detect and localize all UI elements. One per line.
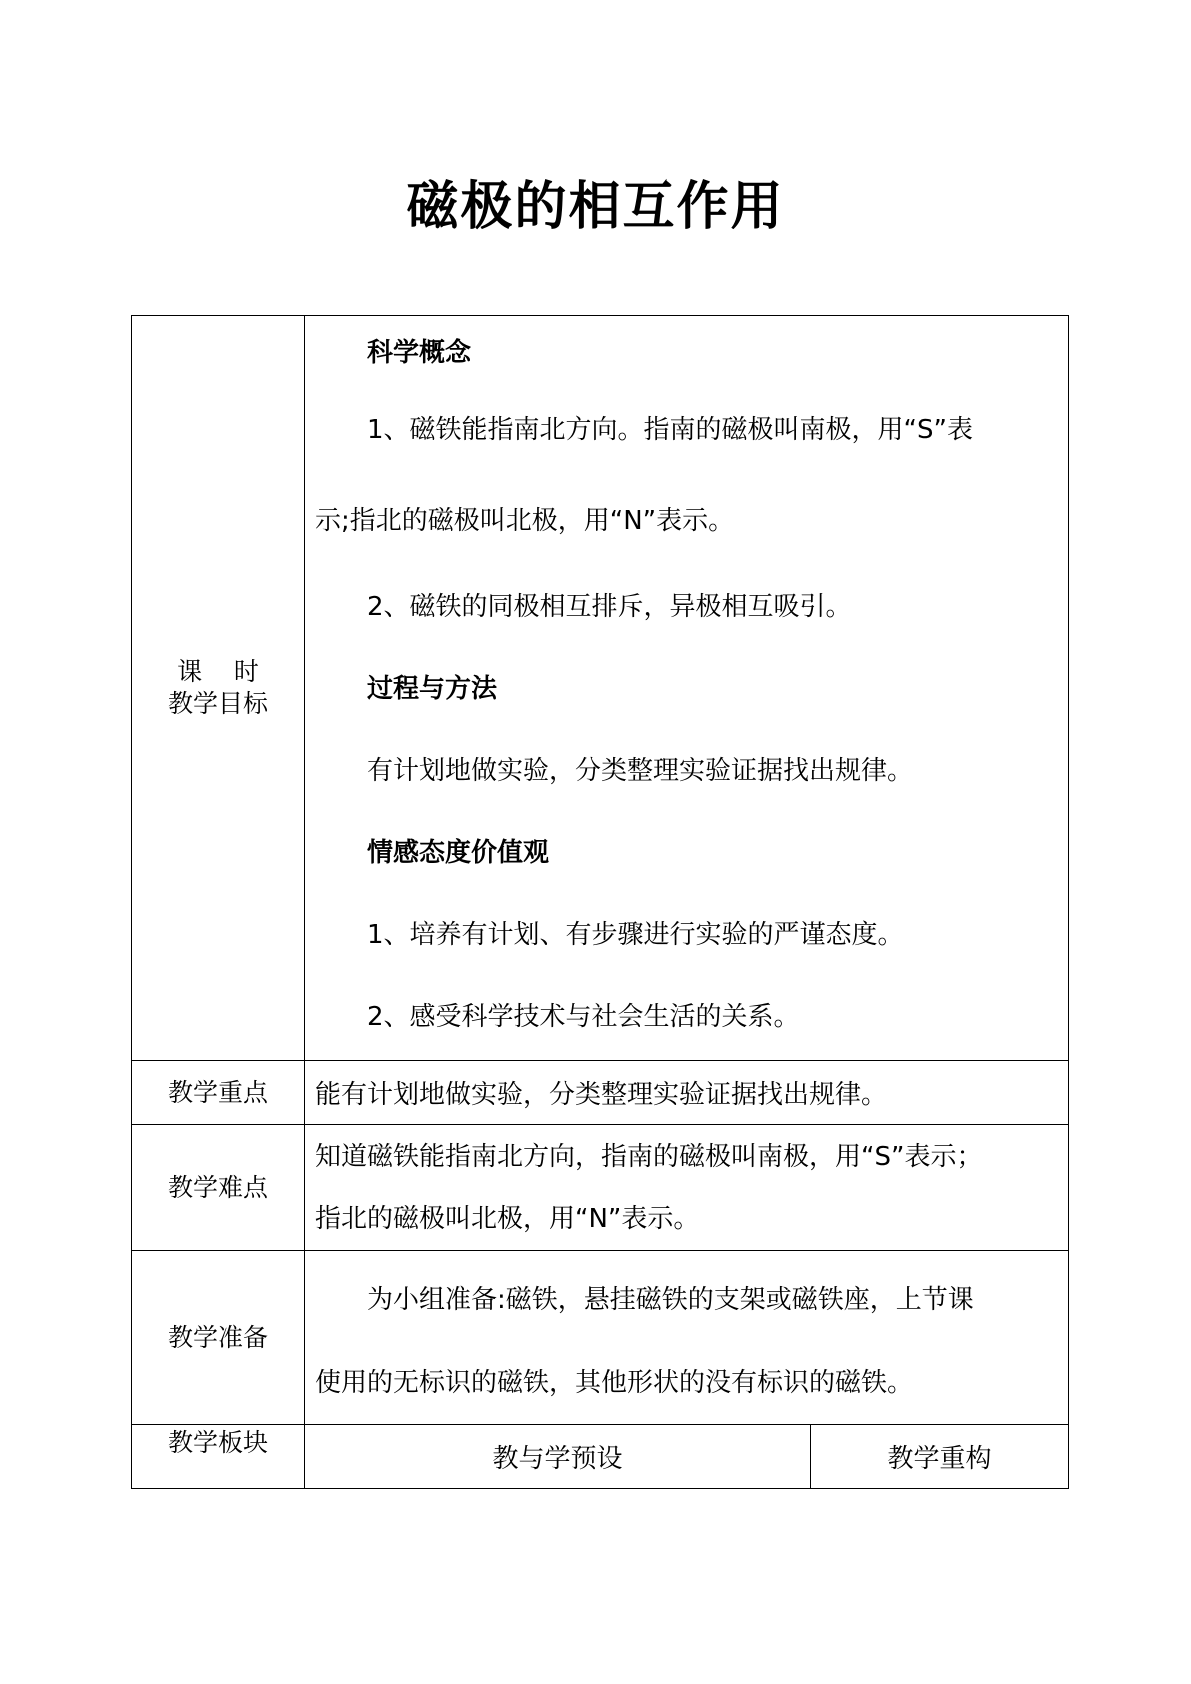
difficulties-line1: 知道磁铁能指南北方向，指南的磁极叫南极，用“S”表示；	[315, 1141, 983, 1172]
key-points-text: 能有计划地做实验，分类整理实验证据找出规律。	[315, 1080, 888, 1110]
preparation-row	[132, 1251, 1069, 1425]
blocks-row	[132, 1425, 1069, 1489]
difficulties-cell	[305, 1125, 1069, 1251]
concept-heading: 科学概念	[367, 338, 472, 368]
lesson-plan-table	[131, 315, 1069, 1489]
objectives-label-cell	[132, 316, 305, 1061]
objectives-content-cell	[305, 316, 1069, 1061]
concept-item2: 2、磁铁的同极相互排斥，异极相互吸引。	[367, 592, 852, 622]
key-points-label: 教学重点	[132, 1061, 305, 1125]
page-title: 磁极的相互作用	[406, 177, 785, 237]
objectives-row	[132, 316, 1069, 1061]
emotion-item2: 2、感受科学技术与社会生活的关系。	[367, 1002, 800, 1032]
difficulties-row	[132, 1125, 1069, 1251]
key-points-row	[132, 1061, 1069, 1125]
process-text: 有计划地做实验，分类整理实验证据找出规律。	[367, 756, 914, 786]
emotion-item1: 1、培养有计划、有步骤进行实验的严谨态度。	[367, 920, 904, 950]
concept-item1-line2: 示;指北的磁极叫北极，用“N”表示。	[315, 506, 735, 536]
objectives-label-line2: 教学目标	[167, 689, 268, 718]
preparation-line2: 使用的无标识的磁铁，其他形状的没有标识的磁铁。	[315, 1367, 914, 1398]
key-points-cell	[305, 1061, 1069, 1125]
emotion-heading: 情感态度价值观	[367, 838, 550, 868]
blocks-col-preset: 教与学预设	[305, 1425, 811, 1489]
blocks-col-reconstruct: 教学重构	[811, 1425, 1069, 1489]
preparation-cell	[305, 1251, 1069, 1425]
objectives-label-line1: 课 时	[177, 657, 259, 686]
concept-item1-line1: 1、磁铁能指南北方向。指南的磁极叫南极，用“S”表	[367, 415, 973, 445]
difficulties-label: 教学难点	[132, 1125, 305, 1251]
difficulties-line2: 指北的磁极叫北极，用“N”表示。	[315, 1203, 700, 1234]
process-heading: 过程与方法	[367, 674, 498, 704]
preparation-label: 教学准备	[132, 1251, 305, 1425]
preparation-line1: 为小组准备:磁铁，悬挂磁铁的支架或磁铁座，上节课	[367, 1284, 974, 1315]
blocks-label: 教学板块	[132, 1425, 305, 1489]
